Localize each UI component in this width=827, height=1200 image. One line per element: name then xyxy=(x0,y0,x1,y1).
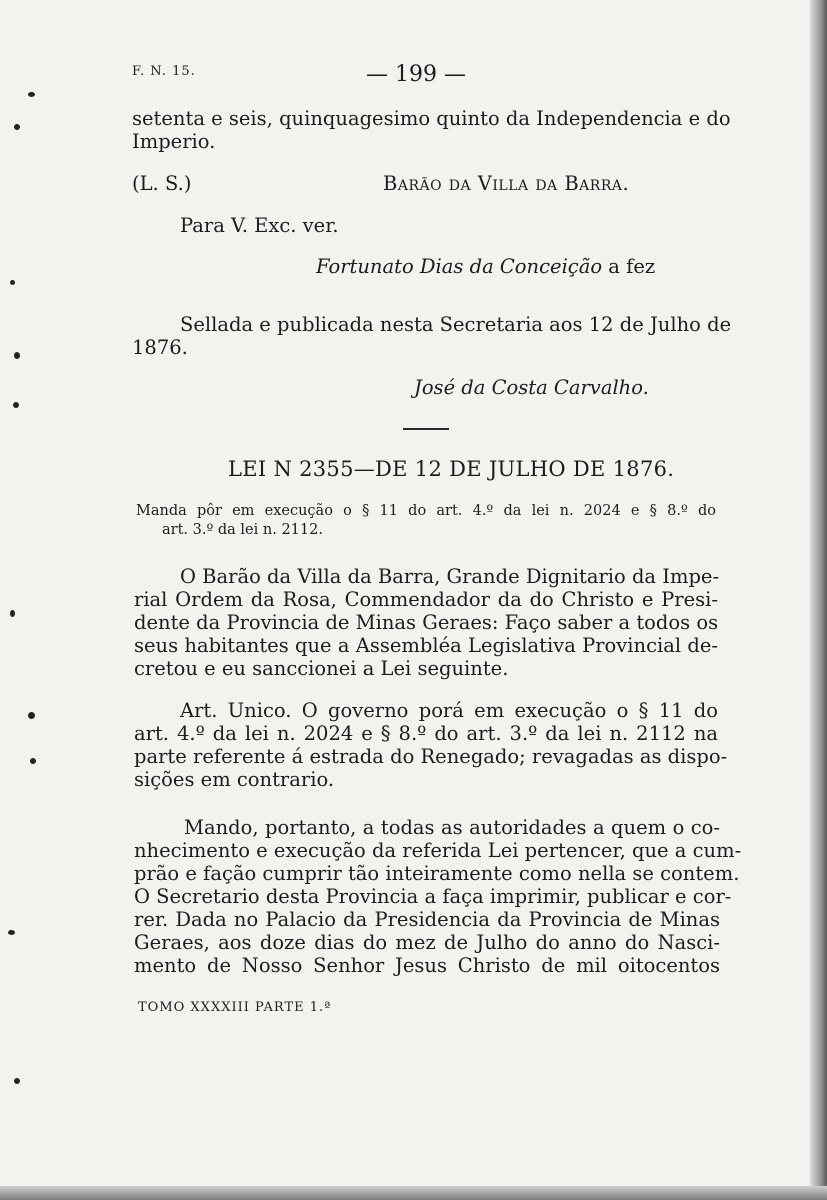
sellada-line-2: 1876. xyxy=(132,336,188,359)
section-divider xyxy=(403,428,449,430)
preamble-line-3: dente da Provincia de Minas Geraes: Faço saber a todos os xyxy=(134,611,719,634)
margin-speck xyxy=(10,280,15,285)
margin-speck xyxy=(10,610,15,617)
summary-line-1: Manda pôr em execução o § 11 do art. 4.º da lei n. 2024 e § 8.º do xyxy=(136,503,716,519)
article-line-2: art. 4.º da lei n. 2024 e § 8.º do art. 3.º da lei n. 2112 na xyxy=(134,722,718,745)
margin-speck xyxy=(30,758,36,764)
top-paragraph-line-1: setenta e seis, quinquagesimo quinto da Independencia e do xyxy=(132,107,731,130)
margin-speck xyxy=(8,930,15,935)
margin-speck xyxy=(28,712,35,719)
para-ver: Para V. Exc. ver. xyxy=(180,214,339,237)
secretary-name: José da Costa Carvalho. xyxy=(414,376,649,399)
mando-line-6: Geraes, aos doze dias do mez de Julho do anno do Nasci- xyxy=(134,931,720,954)
page-number: — 199 — xyxy=(366,62,466,87)
mando-line-5: rer. Dada no Palacio da Presidencia da Provincia de Minas xyxy=(134,908,720,931)
mando-line-4: O Secretario desta Provincia a faça imprimir, publicar e cor- xyxy=(134,885,732,908)
sellada-line-1: Sellada e publicada nesta Secretaria aos 12 de Julho de xyxy=(180,313,732,336)
clerk-line xyxy=(316,256,655,278)
seal-mark: (L. S.) xyxy=(132,172,192,195)
scan-edge-bottom xyxy=(0,1186,827,1200)
clerk-name: Fortunato Dias da Conceição xyxy=(316,255,603,278)
scan-edge-right xyxy=(810,0,827,1200)
top-paragraph-line-2: Imperio. xyxy=(132,130,216,153)
mando-line-1: Mando, portanto, a todas as autoridades a quem o co- xyxy=(184,816,720,839)
article-line-1: Art. Unico. O governo porá em execução o § 11 do xyxy=(180,699,718,722)
article-line-3: parte referente á estrada do Renegado; revagadas as dispo- xyxy=(134,745,728,768)
mando-line-2: nhecimento e execução da referida Lei pertencer, que a cum- xyxy=(134,839,742,862)
page-header xyxy=(132,62,692,86)
margin-speck xyxy=(13,402,19,408)
summary-line-2: art. 3.º da lei n. 2112. xyxy=(162,522,323,538)
article-line-4: sições em contrario. xyxy=(134,768,335,791)
preamble-line-1: O Barão da Villa da Barra, Grande Dignitario da Impe- xyxy=(180,565,720,588)
margin-speck xyxy=(14,124,20,130)
margin-speck xyxy=(14,1078,20,1084)
preamble-line-4: seus habitantes que a Assembléa Legislativa Provincial de- xyxy=(134,634,718,657)
page-footer: TOMO XXXXIII PARTE 1.ª xyxy=(138,1000,332,1015)
mando-line-3: prão e fação cumprir tão inteiramente como nella se contem. xyxy=(134,862,740,885)
preamble-line-5: cretou e eu sanccionei a Lei seguinte. xyxy=(134,657,509,680)
series-label: F. N. 15. xyxy=(132,64,196,79)
signer-name: Barão da Villa da Barra. xyxy=(383,172,630,195)
margin-speck xyxy=(14,352,20,359)
law-title: LEI N 2355—DE 12 DE JULHO DE 1876. xyxy=(228,457,675,481)
clerk-suffix: a fez xyxy=(608,255,656,278)
mando-line-7: mento de Nosso Senhor Jesus Christo de mil oitocentos xyxy=(134,954,720,977)
preamble-line-2: rial Ordem da Rosa, Commendador da do Christo e Presi- xyxy=(134,588,718,611)
margin-speck xyxy=(28,92,35,97)
